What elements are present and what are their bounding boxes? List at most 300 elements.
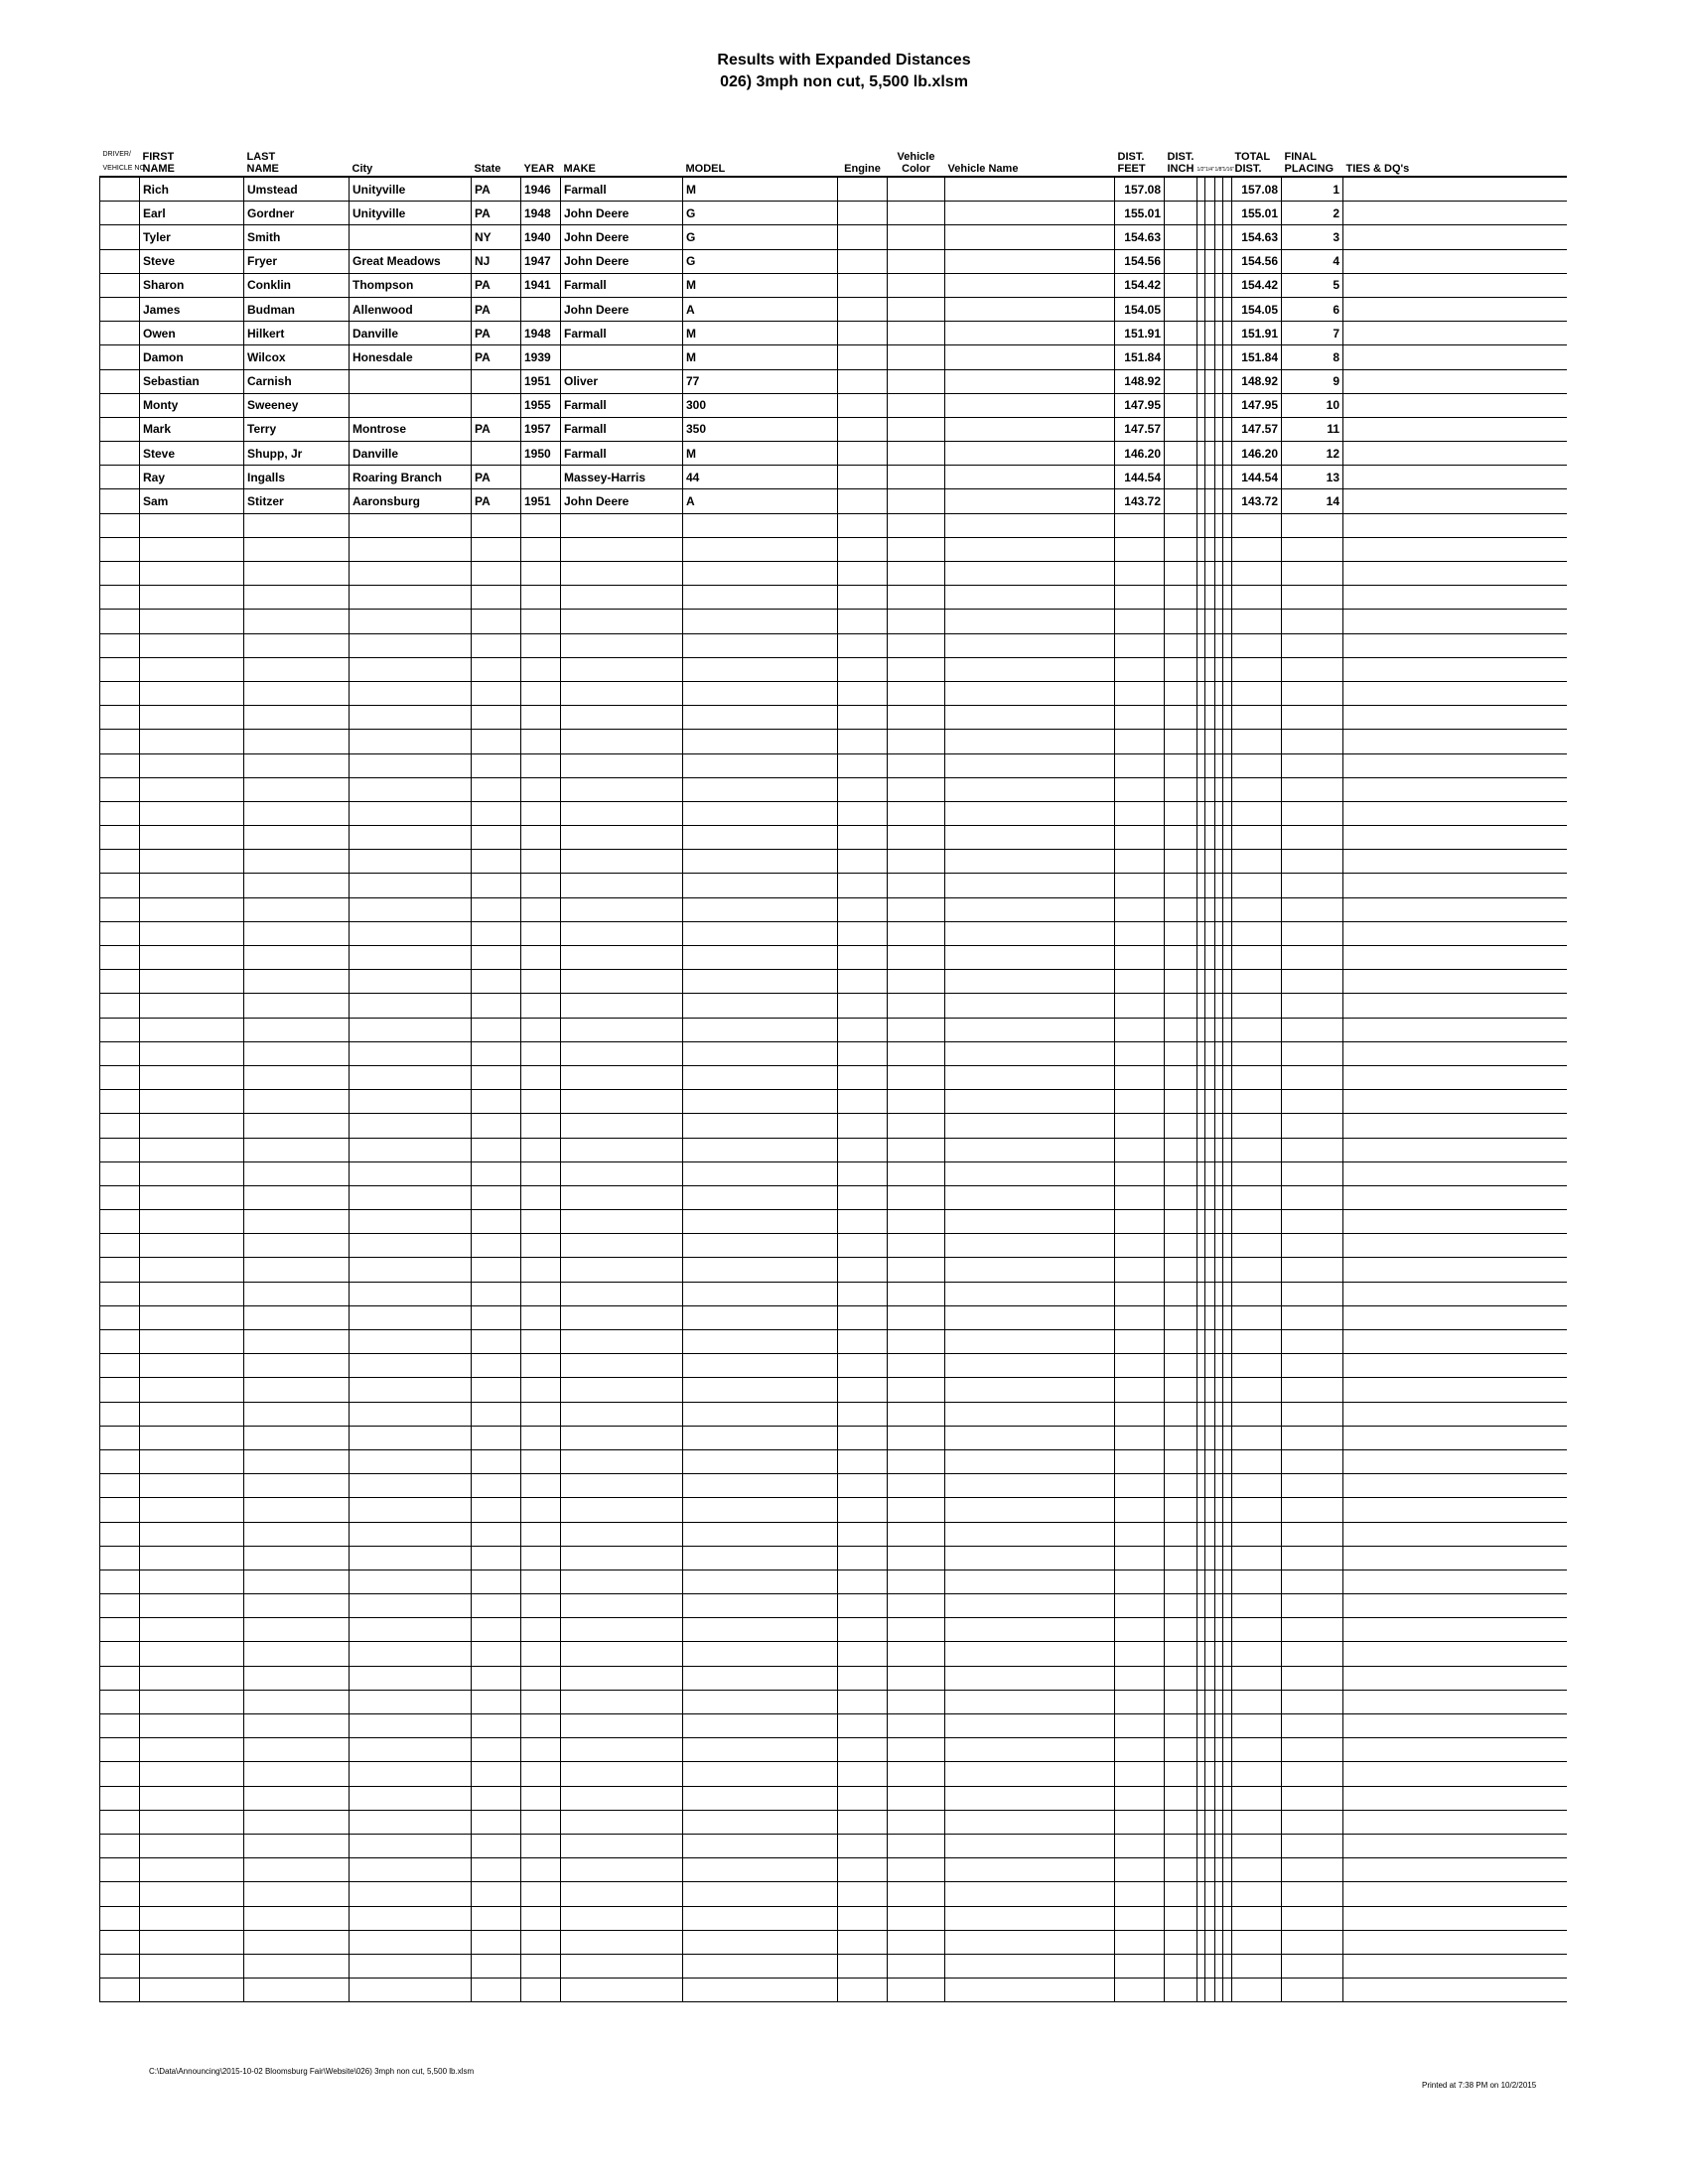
- cell-dist-feet: 148.92: [1115, 369, 1165, 393]
- cell-vehicle-name: [945, 1330, 1115, 1354]
- cell-vehicle-name: [945, 393, 1115, 417]
- cell-model: [683, 1762, 838, 1786]
- cell-last-name: [244, 1282, 350, 1305]
- cell-year: 1946: [521, 177, 561, 202]
- cell-frac-half: [1197, 681, 1205, 705]
- cell-total-dist: [1232, 562, 1282, 586]
- cell-make: [561, 1282, 683, 1305]
- cell-color: [888, 1138, 945, 1161]
- cell-first-name: [140, 897, 244, 921]
- cell-color: [888, 1979, 945, 2002]
- cell-vehicle-name: [945, 1690, 1115, 1713]
- cell-model: 300: [683, 393, 838, 417]
- cell-final-placing: [1282, 706, 1343, 730]
- table-row: [100, 1018, 1567, 1041]
- cell-frac-sixteenth: [1223, 1402, 1232, 1426]
- cell-frac-half: [1197, 322, 1205, 345]
- table-row: [100, 1090, 1567, 1114]
- table-row: [100, 1906, 1567, 1930]
- cell-model: [683, 970, 838, 994]
- cell-frac-sixteenth: [1223, 777, 1232, 801]
- cell-state: [472, 1354, 521, 1378]
- cell-city: [350, 1041, 472, 1065]
- table-row: [100, 1161, 1567, 1185]
- cell-make: [561, 1185, 683, 1209]
- cell-color: [888, 1690, 945, 1713]
- cell-last-name: [244, 633, 350, 657]
- cell-frac-eighth: [1215, 1426, 1223, 1449]
- cell-first-name: Ray: [140, 466, 244, 489]
- cell-make: [561, 1378, 683, 1402]
- cell-vehicle-name: [945, 1738, 1115, 1762]
- cell-state: [472, 586, 521, 610]
- table-row: [100, 249, 1567, 273]
- cell-dist-feet: [1115, 777, 1165, 801]
- cell-frac-half: [1197, 706, 1205, 730]
- cell-city: [350, 801, 472, 825]
- cell-last-name: [244, 1185, 350, 1209]
- cell-ties-dqs: [1343, 1522, 1567, 1546]
- cell-make: [561, 1354, 683, 1378]
- cell-total-dist: [1232, 1354, 1282, 1378]
- cell-vehicle-name: [945, 1161, 1115, 1185]
- cell-frac-sixteenth: [1223, 273, 1232, 297]
- table-row: [100, 970, 1567, 994]
- cell-dist-inch: [1165, 1402, 1197, 1426]
- cell-frac-sixteenth: [1223, 202, 1232, 225]
- cell-final-placing: [1282, 1354, 1343, 1378]
- table-row: [100, 874, 1567, 897]
- cell-dist-feet: 147.57: [1115, 417, 1165, 441]
- cell-dist-feet: [1115, 1834, 1165, 1857]
- cell-engine: [838, 1354, 888, 1378]
- cell-state: [472, 681, 521, 705]
- cell-model: [683, 1041, 838, 1065]
- cell-year: 1955: [521, 393, 561, 417]
- cell-make: [561, 1426, 683, 1449]
- cell-frac-eighth: [1215, 1546, 1223, 1570]
- cell-driver-no: [100, 273, 140, 297]
- cell-frac-quarter: [1205, 273, 1215, 297]
- cell-driver-no: [100, 1882, 140, 1906]
- cell-last-name: [244, 1449, 350, 1473]
- cell-vehicle-name: [945, 513, 1115, 537]
- cell-make: [561, 1234, 683, 1258]
- cell-engine: [838, 1114, 888, 1138]
- cell-model: [683, 1714, 838, 1738]
- cell-frac-quarter: [1205, 657, 1215, 681]
- cell-frac-half: [1197, 1762, 1205, 1786]
- cell-dist-inch: [1165, 1979, 1197, 2002]
- cell-model: [683, 586, 838, 610]
- cell-dist-inch: [1165, 850, 1197, 874]
- cell-model: M: [683, 322, 838, 345]
- cell-first-name: [140, 633, 244, 657]
- cell-first-name: [140, 706, 244, 730]
- cell-total-dist: 155.01: [1232, 202, 1282, 225]
- cell-frac-quarter: [1205, 1954, 1215, 1978]
- cell-frac-sixteenth: [1223, 1690, 1232, 1713]
- cell-first-name: Sebastian: [140, 369, 244, 393]
- cell-frac-quarter: [1205, 442, 1215, 466]
- cell-year: [521, 1378, 561, 1402]
- cell-year: [521, 1882, 561, 1906]
- cell-make: [561, 874, 683, 897]
- cell-state: [472, 1690, 521, 1713]
- cell-first-name: [140, 1449, 244, 1473]
- cell-frac-quarter: [1205, 946, 1215, 970]
- cell-model: G: [683, 202, 838, 225]
- cell-frac-sixteenth: [1223, 393, 1232, 417]
- cell-engine: [838, 177, 888, 202]
- cell-color: [888, 1954, 945, 1978]
- cell-color: [888, 1210, 945, 1234]
- cell-make: John Deere: [561, 202, 683, 225]
- cell-ties-dqs: [1343, 1426, 1567, 1449]
- cell-first-name: [140, 826, 244, 850]
- cell-first-name: [140, 777, 244, 801]
- cell-final-placing: [1282, 1114, 1343, 1138]
- cell-ties-dqs: [1343, 369, 1567, 393]
- cell-frac-eighth: [1215, 562, 1223, 586]
- cell-engine: [838, 1498, 888, 1522]
- cell-frac-quarter: [1205, 921, 1215, 945]
- cell-driver-no: [100, 1041, 140, 1065]
- cell-first-name: [140, 801, 244, 825]
- cell-dist-feet: [1115, 921, 1165, 945]
- cell-city: [350, 1210, 472, 1234]
- cell-dist-inch: [1165, 1258, 1197, 1282]
- cell-frac-eighth: [1215, 1258, 1223, 1282]
- cell-driver-no: [100, 1810, 140, 1834]
- cell-frac-sixteenth: [1223, 1161, 1232, 1185]
- cell-frac-eighth: [1215, 946, 1223, 970]
- cell-final-placing: 5: [1282, 273, 1343, 297]
- cell-make: Farmall: [561, 322, 683, 345]
- cell-state: [472, 1138, 521, 1161]
- cell-frac-quarter: [1205, 1330, 1215, 1354]
- cell-frac-sixteenth: [1223, 753, 1232, 777]
- cell-model: [683, 921, 838, 945]
- table-row: [100, 1330, 1567, 1354]
- cell-frac-half: [1197, 1138, 1205, 1161]
- cell-vehicle-name: [945, 489, 1115, 513]
- cell-model: M: [683, 442, 838, 466]
- cell-make: [561, 1041, 683, 1065]
- cell-driver-no: [100, 1018, 140, 1041]
- cell-final-placing: [1282, 633, 1343, 657]
- cell-frac-quarter: [1205, 489, 1215, 513]
- cell-dist-inch: [1165, 1642, 1197, 1666]
- cell-dist-inch: [1165, 1161, 1197, 1185]
- cell-total-dist: [1232, 537, 1282, 561]
- table-row: [100, 801, 1567, 825]
- cell-last-name: [244, 1305, 350, 1329]
- cell-frac-sixteenth: [1223, 826, 1232, 850]
- cell-ties-dqs: [1343, 921, 1567, 945]
- cell-engine: [838, 1426, 888, 1449]
- cell-dist-inch: [1165, 249, 1197, 273]
- cell-color: [888, 586, 945, 610]
- cell-model: [683, 1426, 838, 1449]
- cell-total-dist: [1232, 1930, 1282, 1954]
- cell-state: NJ: [472, 249, 521, 273]
- cell-city: [350, 826, 472, 850]
- cell-driver-no: [100, 1090, 140, 1114]
- cell-year: [521, 1666, 561, 1690]
- cell-year: [521, 874, 561, 897]
- cell-model: [683, 1546, 838, 1570]
- cell-dist-inch: [1165, 273, 1197, 297]
- cell-last-name: [244, 874, 350, 897]
- cell-model: G: [683, 225, 838, 249]
- cell-dist-inch: [1165, 202, 1197, 225]
- cell-year: [521, 777, 561, 801]
- cell-ties-dqs: [1343, 1930, 1567, 1954]
- cell-driver-no: [100, 1738, 140, 1762]
- cell-dist-feet: [1115, 1594, 1165, 1618]
- cell-final-placing: [1282, 610, 1343, 633]
- cell-driver-no: [100, 1618, 140, 1642]
- cell-frac-quarter: [1205, 225, 1215, 249]
- cell-first-name: Damon: [140, 345, 244, 369]
- cell-frac-sixteenth: [1223, 921, 1232, 945]
- cell-state: [472, 1305, 521, 1329]
- cell-frac-half: [1197, 1666, 1205, 1690]
- cell-last-name: [244, 706, 350, 730]
- cell-frac-half: [1197, 489, 1205, 513]
- cell-driver-no: [100, 897, 140, 921]
- cell-frac-quarter: [1205, 202, 1215, 225]
- cell-model: [683, 1666, 838, 1690]
- cell-vehicle-name: [945, 1305, 1115, 1329]
- cell-vehicle-name: [945, 946, 1115, 970]
- cell-vehicle-name: [945, 1882, 1115, 1906]
- cell-first-name: [140, 1738, 244, 1762]
- cell-engine: [838, 1449, 888, 1473]
- cell-last-name: [244, 801, 350, 825]
- cell-vehicle-name: [945, 442, 1115, 466]
- cell-year: [521, 1618, 561, 1642]
- cell-last-name: [244, 1474, 350, 1498]
- cell-city: [350, 562, 472, 586]
- cell-make: [561, 850, 683, 874]
- cell-final-placing: 9: [1282, 369, 1343, 393]
- cell-engine: [838, 1979, 888, 2002]
- cell-dist-inch: [1165, 1906, 1197, 1930]
- cell-vehicle-name: [945, 1979, 1115, 2002]
- cell-frac-sixteenth: [1223, 225, 1232, 249]
- cell-vehicle-name: [945, 586, 1115, 610]
- cell-first-name: [140, 1305, 244, 1329]
- cell-frac-eighth: [1215, 657, 1223, 681]
- cell-total-dist: [1232, 1570, 1282, 1593]
- cell-engine: [838, 946, 888, 970]
- cell-dist-feet: [1115, 586, 1165, 610]
- cell-final-placing: [1282, 1594, 1343, 1618]
- cell-first-name: [140, 1546, 244, 1570]
- cell-engine: [838, 466, 888, 489]
- cell-frac-eighth: [1215, 417, 1223, 441]
- header-first-name: FIRST NAME: [140, 147, 244, 177]
- cell-make: [561, 1954, 683, 1978]
- cell-frac-half: [1197, 442, 1205, 466]
- cell-dist-inch: [1165, 1282, 1197, 1305]
- cell-city: [350, 1185, 472, 1209]
- cell-year: [521, 753, 561, 777]
- cell-last-name: Conklin: [244, 273, 350, 297]
- table-row: [100, 1834, 1567, 1857]
- cell-vehicle-name: [945, 1114, 1115, 1138]
- cell-frac-half: [1197, 777, 1205, 801]
- cell-last-name: [244, 610, 350, 633]
- cell-dist-inch: [1165, 1041, 1197, 1065]
- cell-first-name: [140, 657, 244, 681]
- cell-ties-dqs: [1343, 1210, 1567, 1234]
- cell-color: [888, 681, 945, 705]
- cell-ties-dqs: [1343, 1234, 1567, 1258]
- cell-total-dist: [1232, 1138, 1282, 1161]
- cell-make: [561, 610, 683, 633]
- cell-ties-dqs: [1343, 1570, 1567, 1593]
- cell-dist-feet: [1115, 1402, 1165, 1426]
- cell-year: [521, 1426, 561, 1449]
- cell-frac-quarter: [1205, 1234, 1215, 1258]
- cell-frac-half: [1197, 1738, 1205, 1762]
- cell-vehicle-name: [945, 322, 1115, 345]
- cell-final-placing: [1282, 874, 1343, 897]
- cell-color: [888, 1402, 945, 1426]
- cell-frac-half: [1197, 466, 1205, 489]
- cell-total-dist: [1232, 1161, 1282, 1185]
- cell-dist-inch: [1165, 633, 1197, 657]
- cell-frac-half: [1197, 369, 1205, 393]
- cell-vehicle-name: [945, 1426, 1115, 1449]
- cell-color: [888, 1810, 945, 1834]
- cell-dist-inch: [1165, 1522, 1197, 1546]
- cell-state: [472, 1161, 521, 1185]
- cell-frac-sixteenth: [1223, 1618, 1232, 1642]
- cell-frac-quarter: [1205, 562, 1215, 586]
- cell-driver-no: [100, 1258, 140, 1282]
- cell-vehicle-name: [945, 1786, 1115, 1810]
- cell-color: [888, 1834, 945, 1857]
- cell-first-name: Owen: [140, 322, 244, 345]
- cell-total-dist: [1232, 1882, 1282, 1906]
- cell-color: [888, 1858, 945, 1882]
- cell-year: [521, 1090, 561, 1114]
- cell-total-dist: [1232, 1185, 1282, 1209]
- cell-dist-feet: [1115, 1138, 1165, 1161]
- cell-color: [888, 657, 945, 681]
- cell-frac-half: [1197, 1979, 1205, 2002]
- cell-final-placing: [1282, 1738, 1343, 1762]
- cell-frac-quarter: [1205, 1858, 1215, 1882]
- cell-first-name: [140, 681, 244, 705]
- cell-frac-half: [1197, 1041, 1205, 1065]
- cell-frac-sixteenth: [1223, 1594, 1232, 1618]
- cell-final-placing: [1282, 1570, 1343, 1593]
- cell-make: [561, 513, 683, 537]
- cell-ties-dqs: [1343, 994, 1567, 1018]
- cell-engine: [838, 897, 888, 921]
- cell-make: [561, 1522, 683, 1546]
- cell-dist-feet: [1115, 1234, 1165, 1258]
- cell-first-name: [140, 1642, 244, 1666]
- cell-total-dist: [1232, 1426, 1282, 1449]
- cell-frac-eighth: [1215, 1979, 1223, 2002]
- cell-model: [683, 1305, 838, 1329]
- cell-dist-inch: [1165, 921, 1197, 945]
- cell-state: PA: [472, 466, 521, 489]
- cell-city: [350, 1666, 472, 1690]
- cell-first-name: James: [140, 297, 244, 321]
- cell-vehicle-name: [945, 753, 1115, 777]
- cell-frac-eighth: [1215, 513, 1223, 537]
- cell-vehicle-name: [945, 1282, 1115, 1305]
- cell-frac-half: [1197, 393, 1205, 417]
- table-row: [100, 1570, 1567, 1593]
- cell-frac-eighth: [1215, 1498, 1223, 1522]
- cell-model: [683, 1474, 838, 1498]
- cell-ties-dqs: [1343, 322, 1567, 345]
- cell-color: [888, 442, 945, 466]
- cell-year: [521, 897, 561, 921]
- cell-final-placing: [1282, 1378, 1343, 1402]
- cell-frac-half: [1197, 1474, 1205, 1498]
- table-row: [100, 1666, 1567, 1690]
- cell-model: [683, 1114, 838, 1138]
- cell-frac-quarter: [1205, 1642, 1215, 1666]
- cell-vehicle-name: [945, 1930, 1115, 1954]
- cell-ties-dqs: [1343, 1979, 1567, 2002]
- cell-model: [683, 657, 838, 681]
- cell-frac-quarter: [1205, 874, 1215, 897]
- cell-make: John Deere: [561, 249, 683, 273]
- cell-state: [472, 537, 521, 561]
- cell-driver-no: [100, 1378, 140, 1402]
- cell-first-name: [140, 1930, 244, 1954]
- header-final-placing: FINAL PLACING: [1282, 147, 1343, 177]
- cell-final-placing: [1282, 1834, 1343, 1857]
- cell-total-dist: [1232, 946, 1282, 970]
- cell-year: 1947: [521, 249, 561, 273]
- cell-color: [888, 1930, 945, 1954]
- cell-frac-half: [1197, 1930, 1205, 1954]
- cell-total-dist: [1232, 826, 1282, 850]
- cell-engine: [838, 417, 888, 441]
- cell-ties-dqs: [1343, 466, 1567, 489]
- cell-state: [472, 1402, 521, 1426]
- cell-color: [888, 1762, 945, 1786]
- cell-city: [350, 1282, 472, 1305]
- cell-dist-inch: [1165, 417, 1197, 441]
- cell-first-name: [140, 1858, 244, 1882]
- cell-model: 350: [683, 417, 838, 441]
- cell-model: 44: [683, 466, 838, 489]
- cell-dist-feet: [1115, 874, 1165, 897]
- cell-first-name: [140, 921, 244, 945]
- cell-frac-sixteenth: [1223, 1738, 1232, 1762]
- table-row: [100, 1041, 1567, 1065]
- cell-engine: [838, 1738, 888, 1762]
- footer-printed-time: Printed at 7:38 PM on 10/2/2015: [1422, 2081, 1537, 2090]
- cell-make: [561, 994, 683, 1018]
- cell-last-name: [244, 777, 350, 801]
- cell-ties-dqs: [1343, 1330, 1567, 1354]
- cell-engine: [838, 1402, 888, 1426]
- cell-final-placing: [1282, 1402, 1343, 1426]
